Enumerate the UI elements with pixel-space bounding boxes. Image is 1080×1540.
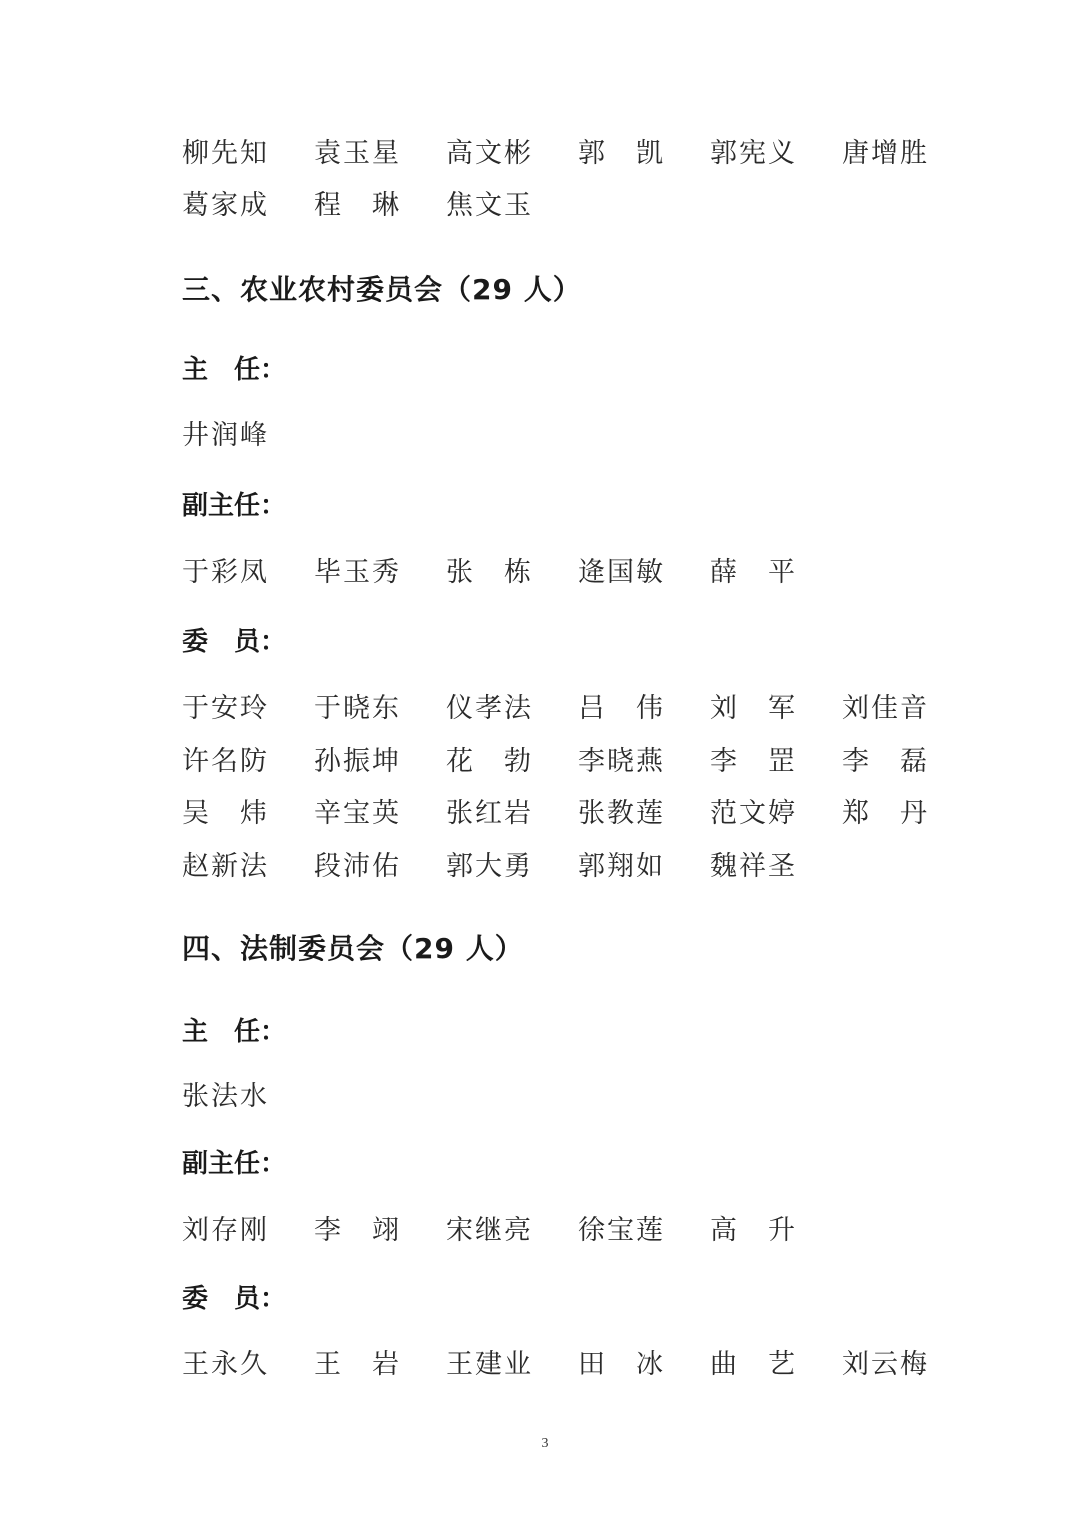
member-name: 张红岩 [446, 798, 533, 829]
director-name: 张法水 [182, 1081, 269, 1112]
member-name: 唐增胜 [842, 138, 929, 169]
member-name: 刘 军 [710, 693, 797, 724]
member-name: 赵新法 [182, 851, 269, 882]
section-4-deputy-label: 副主任： [182, 1149, 287, 1179]
member-name: 辛宝英 [314, 798, 401, 829]
deputy-name: 张 栋 [446, 557, 533, 588]
section-3-director-label: 主 任： [182, 355, 287, 385]
member-name: 吕 伟 [578, 693, 665, 724]
member-name: 李晓燕 [578, 746, 665, 777]
deputy-name: 高 升 [710, 1215, 797, 1246]
member-name: 郑 丹 [842, 798, 929, 829]
section-4-director-row [182, 1071, 1002, 1123]
section-4-deputy-row [182, 1205, 1002, 1257]
member-name: 程 琳 [314, 190, 401, 221]
member-name: 焦文玉 [446, 190, 533, 221]
section-3-members-row-3 [182, 788, 1002, 840]
member-name: 许名防 [182, 746, 269, 777]
member-name: 吴 炜 [182, 798, 269, 829]
member-name: 王永久 [182, 1349, 269, 1380]
continued-members-row-2 [182, 180, 1002, 232]
member-name: 刘云梅 [842, 1349, 929, 1380]
deputy-name: 毕玉秀 [314, 557, 401, 588]
deputy-name: 于彩凤 [182, 557, 269, 588]
member-name: 袁玉星 [314, 138, 401, 169]
member-name: 高文彬 [446, 138, 533, 169]
section-3-member-label: 委 员： [182, 627, 287, 657]
section-4-member-label: 委 员： [182, 1284, 287, 1314]
member-name: 王 岩 [314, 1349, 401, 1380]
section-4-director-label: 主 任： [182, 1017, 287, 1047]
section-3-members-row-1 [182, 683, 1002, 735]
section-3-members-row-4 [182, 841, 1002, 893]
member-name: 李 磊 [842, 746, 929, 777]
member-name: 于安玲 [182, 693, 269, 724]
director-name: 井润峰 [182, 420, 269, 451]
section-4-title: 四、法制委员会（29 人） [182, 932, 524, 965]
deputy-name: 李 翊 [314, 1215, 401, 1246]
member-name: 魏祥圣 [710, 851, 797, 882]
member-name: 曲 艺 [710, 1349, 797, 1380]
section-4-members-row-1 [182, 1339, 1002, 1391]
section-3-director-row [182, 410, 1002, 462]
deputy-name: 宋继亮 [446, 1215, 533, 1246]
section-3-deputy-label: 副主任： [182, 491, 287, 521]
member-name: 段沛佑 [314, 851, 401, 882]
member-name: 柳先知 [182, 138, 269, 169]
member-name: 仪孝法 [446, 693, 533, 724]
deputy-name: 薛 平 [710, 557, 797, 588]
member-name: 范文婷 [710, 798, 797, 829]
page-number: 3 [541, 1436, 549, 1451]
member-name: 张教莲 [578, 798, 665, 829]
deputy-name: 逄国敏 [578, 557, 665, 588]
member-name: 郭翔如 [578, 851, 665, 882]
member-name: 孙振坤 [314, 746, 401, 777]
member-name: 李 罡 [710, 746, 797, 777]
member-name: 郭宪义 [710, 138, 797, 169]
member-name: 郭大勇 [446, 851, 533, 882]
section-3-members-row-2 [182, 736, 1002, 788]
member-name: 田 冰 [578, 1349, 665, 1380]
member-name: 王建业 [446, 1349, 533, 1380]
section-3-deputy-row [182, 547, 1002, 599]
deputy-name: 刘存刚 [182, 1215, 269, 1246]
deputy-name: 徐宝莲 [578, 1215, 665, 1246]
member-name: 于晓东 [314, 693, 401, 724]
member-name: 郭 凯 [578, 138, 665, 169]
section-3-title: 三、农业农村委员会（29 人） [182, 273, 582, 306]
member-name: 刘佳音 [842, 693, 929, 724]
continued-members-row-1 [182, 128, 1002, 180]
member-name: 葛家成 [182, 190, 269, 221]
member-name: 花 勃 [446, 746, 533, 777]
